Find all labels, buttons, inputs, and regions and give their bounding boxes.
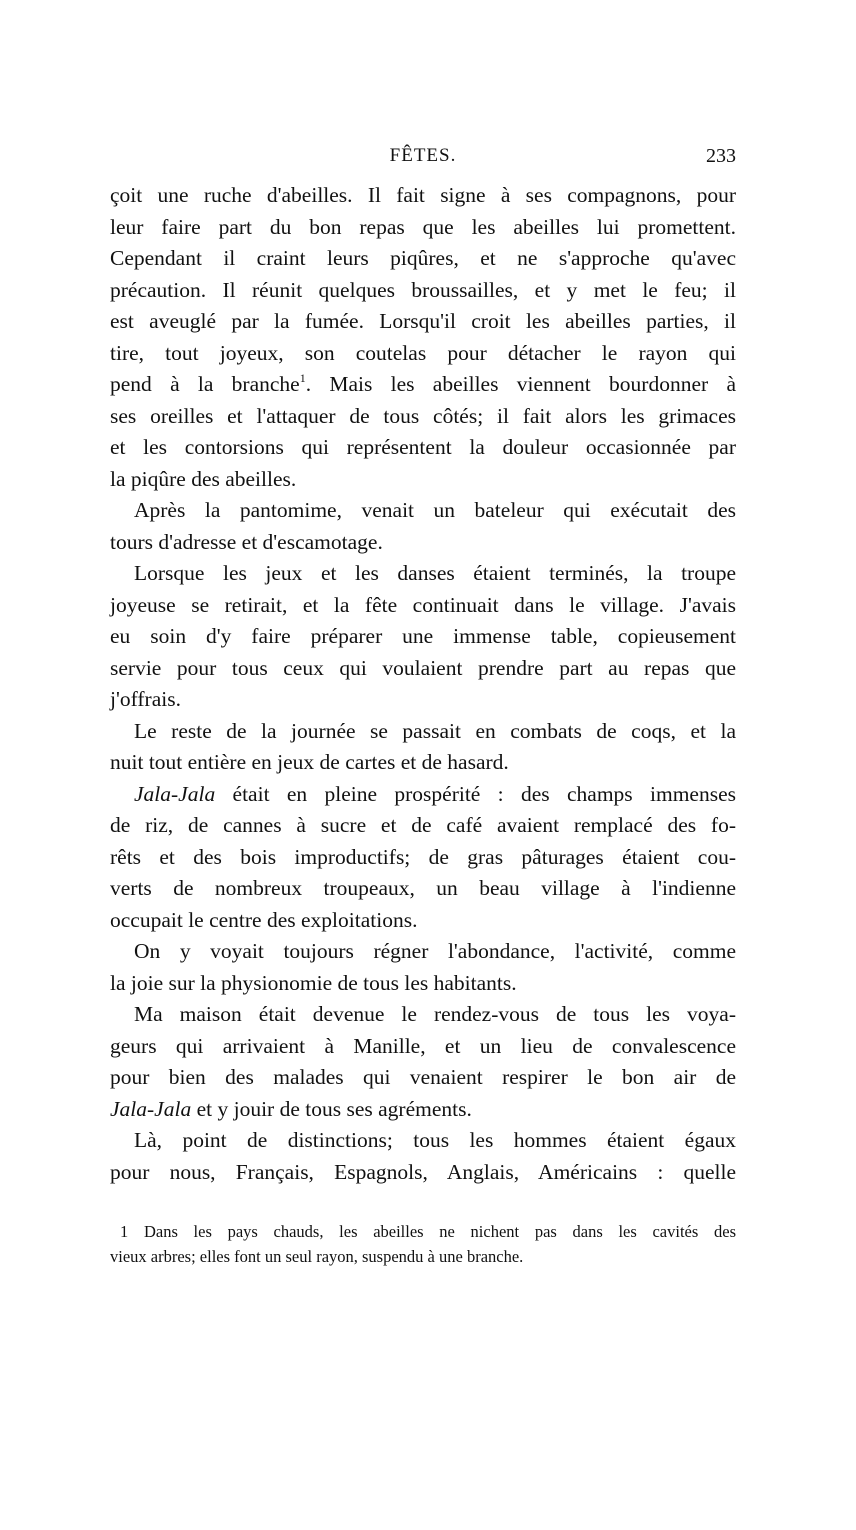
text-line: ses oreilles et l'attaquer de tous côtés; il fait alors les grimaces (110, 403, 736, 428)
text-line: précaution. Il réunit quelques broussailles, et y met le feu; il (110, 277, 736, 302)
text-fragment: était en pleine prospérité : des champs immenses (215, 781, 736, 806)
text-line: servie pour tous ceux qui voulaient prendre part au repas que (110, 655, 736, 680)
text-line: Le reste de la journée se passait en combats de coqs, et la (134, 718, 736, 743)
text-fragment: pend à la branche (110, 372, 300, 396)
text-line: Cependant il craint leurs piqûres, et ne s'approche qu'avec (110, 246, 736, 270)
footnote-line: 1 Dans les pays chauds, les abeilles ne nichent pas dans les cavités des (120, 1222, 736, 1241)
text-line: çoit une ruche d'abeilles. Il fait signe à ses compagnons, pour (110, 183, 736, 207)
text-line: On y voyait toujours régner l'abondance, l'activité, comme (134, 939, 736, 963)
text-line: de riz, de cannes à sucre et de café avaient remplacé des fo- (110, 813, 736, 837)
running-title: FÊTES. (389, 145, 457, 166)
text-line: nuit tout entière en jeux de cartes et de hasard. (110, 750, 509, 774)
running-head (110, 145, 736, 175)
text-line: occupait le centre des exploitations. (110, 907, 418, 932)
text-line: tire, tout joyeux, son coutelas pour détacher le rayon qui (110, 340, 736, 365)
text-line: verts de nombreux troupeaux, un beau village à l'indienne (110, 876, 736, 900)
text-line: et les contorsions qui représentent la douleur occasionnée par (110, 435, 736, 459)
text-line (110, 779, 736, 811)
text-line: joyeuse se retirait, et la fête continuait dans le village. J'avais (110, 592, 736, 617)
text-line: est aveuglé par la fumée. Lorsqu'il croit les abeilles parties, il (110, 309, 736, 333)
text-line: la piqûre des abeilles. (110, 466, 297, 491)
footnote-marker: 1 (299, 371, 306, 385)
text-line: Après la pantomime, venait un bateleur qui exécutait des (134, 498, 736, 522)
text-line: pour bien des malades qui venaient respirer le bon air de (110, 1065, 736, 1089)
italic-place-name: Jala-Jala (110, 1096, 192, 1121)
text-line: Lorsque les jeux et les danses étaient terminés, la troupe (134, 561, 736, 585)
text-line: rêts et des bois improductifs; de gras pâturages étaient cou- (110, 844, 736, 869)
text-line: Là, point de distinctions; tous les hommes étaient égaux (134, 1128, 736, 1152)
footnote (110, 1219, 736, 1269)
body-text (110, 180, 736, 1188)
text-line: eu soin d'y faire préparer une immense table, copieusement (110, 624, 736, 648)
text-line: leur faire part du bon repas que les abeilles lui promettent. (110, 214, 736, 239)
text-line (110, 1094, 736, 1126)
text-fragment: . Mais les abeilles viennent bourdonner à (305, 372, 736, 396)
text-line (110, 369, 736, 401)
page-number: 233 (706, 145, 736, 167)
text-line: geurs qui arrivaient à Manille, et un lieu de convalescence (110, 1033, 736, 1058)
text-line: pour nous, Français, Espagnols, Anglais, Américains : quelle (110, 1159, 736, 1184)
text-line: la joie sur la physionomie de tous les habitants. (110, 970, 517, 995)
text-line: tours d'adresse et d'escamotage. (110, 529, 383, 554)
text-line: j'offrais. (110, 687, 181, 711)
italic-place-name: Jala-Jala (134, 781, 216, 806)
text-fragment: et y jouir de tous ses agréments. (191, 1096, 472, 1121)
text-line: Ma maison était devenue le rendez-vous de tous les voya- (134, 1002, 736, 1026)
footnote-line: vieux arbres; elles font un seul rayon, suspendu à une branche. (110, 1247, 524, 1266)
